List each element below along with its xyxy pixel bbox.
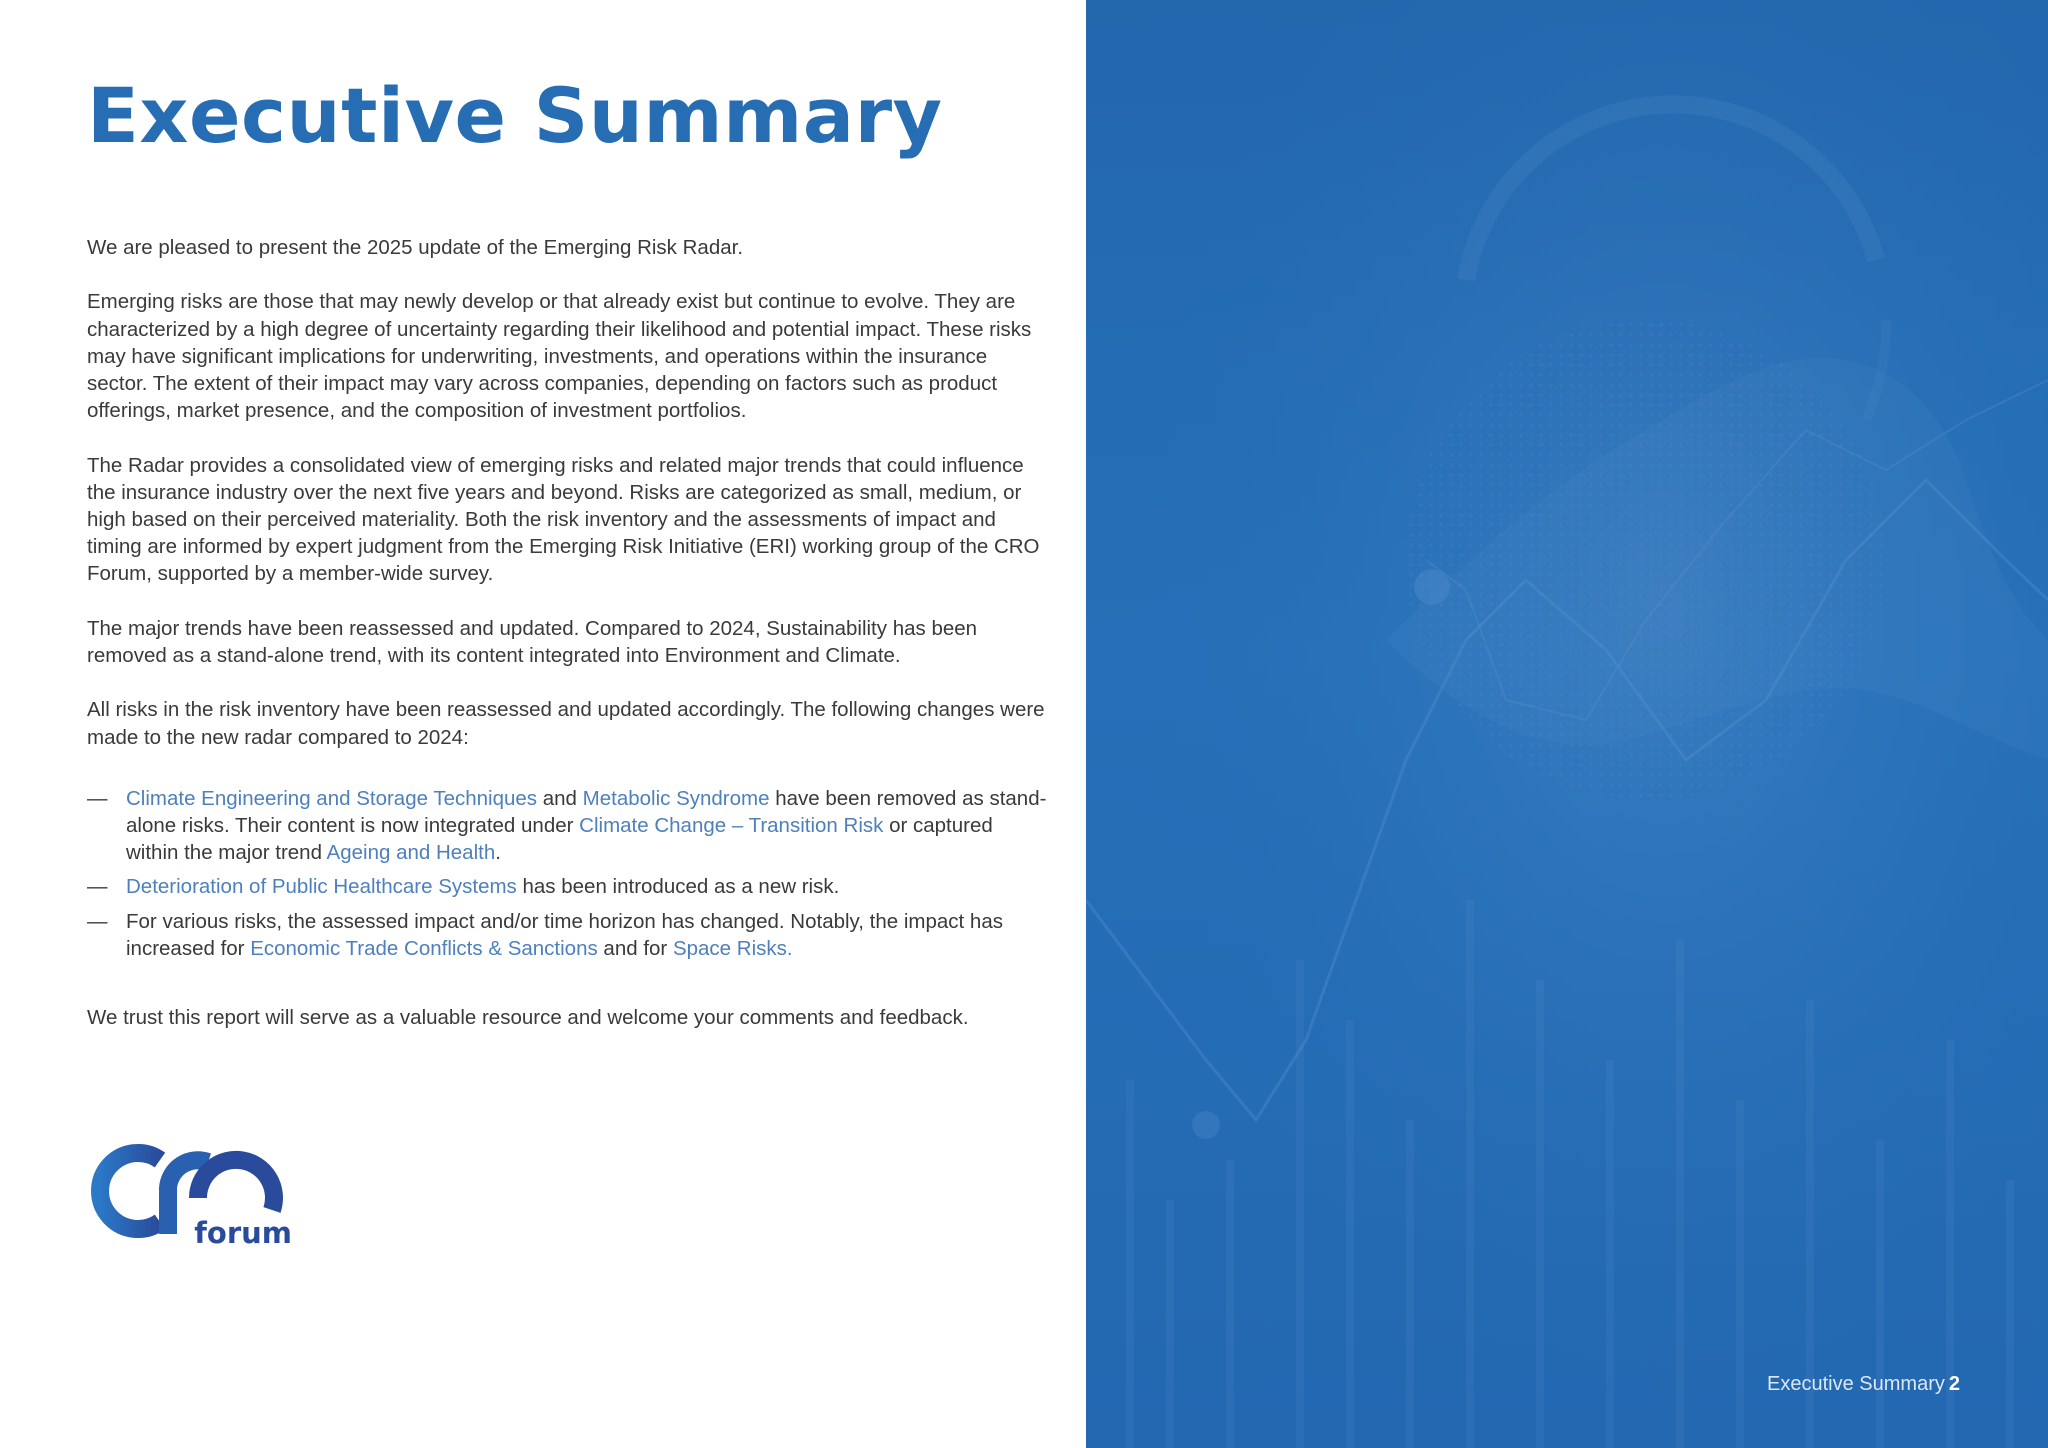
link-space-risks[interactable]: Space Risks.	[672, 936, 793, 960]
link-ageing-and-health[interactable]: Ageing and Health	[326, 841, 496, 865]
link-climate-change-transition-risk[interactable]: Climate Change – Transition Risk	[579, 814, 884, 837]
intro-paragraph: We are pleased to present the 2025 update of the Emerging Risk Radar.	[87, 236, 744, 259]
cro-forum-logo-icon	[86, 1140, 296, 1246]
page-footer	[1767, 1372, 1960, 1396]
page-number: 2	[1948, 1373, 1960, 1395]
list-text: and	[537, 786, 583, 810]
definition-paragraph: Emerging risks are those that may newly develop or that already exist but continue to evolve. They are characterized by a high degree of uncertainty regarding their likelihood and potential impact. These risks may have significant implications for underwriting, investments, and operations within the insurance sector. The extent of their impact may vary across companies, depending on factors such as product offerings, market presence, and the composition of investment portfolios.	[87, 290, 1032, 423]
list-text: has been introduced as a new risk.	[516, 875, 840, 899]
link-public-healthcare-systems[interactable]: Deterioration of Public Healthcare Systems	[126, 875, 517, 899]
closing-paragraph: We trust this report will serve as a valuable resource and welcome your comments and feedback.	[87, 1006, 969, 1030]
decorative-background-image	[1086, 0, 2048, 1448]
bullet-dash: —	[87, 786, 108, 810]
list-text: and for	[597, 936, 673, 960]
footer-section-label: Executive Summary	[1767, 1373, 1945, 1395]
link-economic-trade-conflicts[interactable]: Economic Trade Conflicts & Sanctions	[250, 936, 598, 960]
page-title: Executive Summary	[87, 71, 943, 160]
list-text: For various risks, the assessed impact and/or time horizon has changed. Notably, the impact has increased for	[126, 909, 1003, 960]
radar-paragraph: The Radar provides a consolidated view of emerging risks and related major trends that could influence the insurance industry over the next five years and beyond. Risks are categorized as small, medium, or high based on their perceived materiality. Both the risk inventory and the assessments of impact and timing are informed by expert judgment from the Emerging Risk Initiative (ERI) working group of the CRO Forum, supported by a member-wide survey.	[87, 453, 1040, 586]
trends-paragraph: The major trends have been reassessed and updated. Compared to 2024, Sustainability has been removed as a stand-alone trend, with its content integrated into Environment and Climate.	[87, 616, 978, 667]
bullet-dash: —	[87, 909, 108, 933]
link-climate-engineering[interactable]: Climate Engineering and Storage Techniques	[126, 786, 538, 810]
bullet-dash: —	[87, 875, 108, 899]
changes-list	[87, 785, 1047, 962]
summary-body	[87, 234, 1047, 1058]
list-item	[87, 908, 1047, 962]
list-item	[87, 873, 1047, 900]
logo-wordmark: forum	[194, 1216, 292, 1246]
list-text: .	[495, 841, 501, 865]
inventory-paragraph: All risks in the risk inventory have been reassessed and updated accordingly. The following changes were made to the new radar compared to 2024:	[87, 698, 1045, 749]
cover-image-panel	[1086, 0, 2048, 1448]
link-metabolic-syndrome[interactable]: Metabolic Syndrome	[582, 786, 770, 810]
list-text: have been removed as stand-alone risks. Their content is now integrated under	[126, 786, 1047, 837]
list-text: or captured within the major trend	[126, 814, 993, 865]
list-item	[87, 785, 1047, 867]
cro-forum-logo	[86, 1140, 296, 1246]
